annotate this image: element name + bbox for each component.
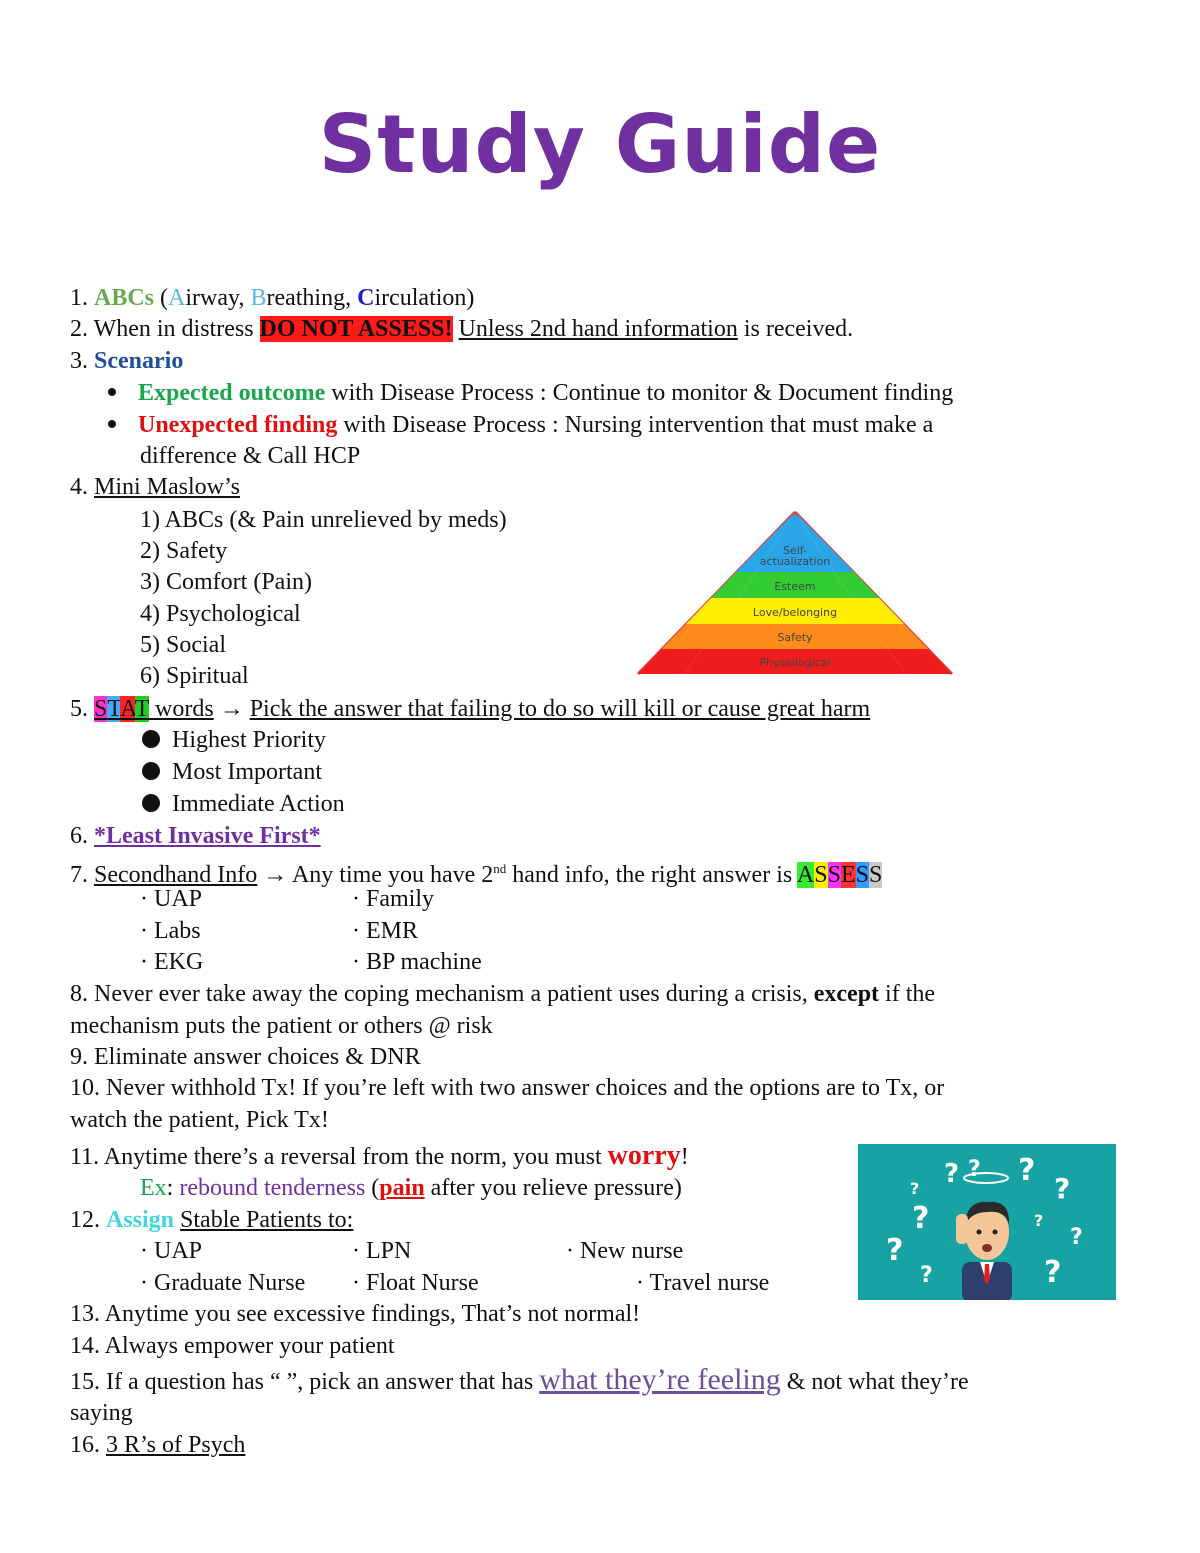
item-number: 3. bbox=[70, 348, 94, 374]
item-2 bbox=[70, 314, 853, 345]
item-1 bbox=[70, 283, 474, 314]
maslow-item: 4) Psychological bbox=[140, 601, 301, 627]
secondhand-source: · BP machine bbox=[352, 949, 482, 975]
item-15 bbox=[70, 1364, 969, 1398]
assign-target: · New nurse bbox=[566, 1238, 684, 1264]
item-number: 5. bbox=[70, 696, 94, 722]
stat-letter: S bbox=[94, 696, 108, 722]
example-label: Ex bbox=[140, 1175, 167, 1201]
text: → Any time you have 2 bbox=[257, 862, 494, 888]
unexpected-finding: Unexpected finding bbox=[138, 412, 338, 438]
text: irculation) bbox=[374, 285, 475, 311]
item-16 bbox=[70, 1430, 245, 1461]
stat-item bbox=[142, 725, 326, 756]
scenario-label: Scenario bbox=[94, 348, 184, 374]
maslow-item: 6) Spiritual bbox=[140, 663, 249, 689]
bullet-icon bbox=[108, 420, 116, 428]
item-15-cont: saying bbox=[70, 1400, 133, 1426]
svg-text:?: ? bbox=[912, 1201, 930, 1236]
svg-text:?: ? bbox=[886, 1233, 904, 1268]
secondhand-source: · Labs bbox=[140, 918, 201, 944]
pyramid-label: Self- bbox=[782, 544, 808, 557]
item-6 bbox=[70, 821, 321, 852]
secondhand-source: · EKG bbox=[140, 949, 204, 975]
item-3 bbox=[70, 346, 183, 377]
item-9: 9. Eliminate answer choices & DNR bbox=[70, 1044, 421, 1070]
svg-text:?: ? bbox=[968, 1157, 981, 1182]
question-marks-icon bbox=[858, 1144, 1116, 1300]
assess-letter: A bbox=[796, 862, 815, 888]
item-12 bbox=[70, 1205, 353, 1236]
text: is received. bbox=[737, 316, 854, 342]
except-bold: except bbox=[813, 981, 880, 1007]
assess-letter: S bbox=[855, 862, 869, 888]
item-8 bbox=[70, 979, 935, 1010]
underlined-text: Pick the answer that failing to do so will kill or cause great harm bbox=[249, 696, 871, 722]
assign-target: · LPN bbox=[352, 1238, 412, 1264]
maslow-item: 1) ABCs (& Pain unrelieved by meds) bbox=[140, 507, 507, 533]
mini-maslow-label: Mini Maslow’s bbox=[94, 474, 241, 500]
what-theyre-feeling: what they’re feeling bbox=[539, 1363, 781, 1396]
item-5 bbox=[70, 694, 870, 725]
text: Immediate Action bbox=[172, 791, 345, 817]
underlined-text: Stable Patients to: bbox=[180, 1207, 354, 1233]
scenario-bullet-2 bbox=[108, 410, 933, 441]
text: 2. When in distress bbox=[70, 316, 260, 342]
assess-letter: S bbox=[814, 862, 828, 888]
item-number: 4. bbox=[70, 474, 94, 500]
item-11-example bbox=[140, 1173, 682, 1204]
item-number: 12. bbox=[70, 1207, 106, 1233]
text: words bbox=[149, 696, 214, 722]
maslow-pyramid-image bbox=[636, 510, 954, 676]
svg-text:?: ? bbox=[920, 1263, 933, 1288]
assess-letter: E bbox=[840, 862, 856, 888]
text: 8. Never ever take away the coping mechanism a patient uses during a crisis, bbox=[70, 981, 814, 1007]
assign-target: · Travel nurse bbox=[636, 1270, 770, 1296]
stat-item bbox=[142, 757, 322, 788]
scenario-bullet-1 bbox=[108, 378, 953, 409]
confused-person-illustration bbox=[858, 1144, 1116, 1300]
text: ( bbox=[154, 285, 169, 311]
item-8-cont: mechanism puts the patient or others @ risk bbox=[70, 1013, 493, 1039]
item-number: 16. bbox=[70, 1432, 106, 1458]
svg-text:?: ? bbox=[1018, 1153, 1036, 1188]
text: if the bbox=[879, 981, 936, 1007]
svg-text:?: ? bbox=[1054, 1172, 1071, 1205]
stat-letter: T bbox=[134, 696, 150, 722]
assign-target: · Graduate Nurse bbox=[140, 1270, 306, 1296]
assess-letter: S bbox=[868, 862, 883, 888]
pain-word: pain bbox=[379, 1175, 425, 1201]
text: irway, bbox=[185, 285, 251, 311]
pyramid-label: Esteem bbox=[774, 580, 816, 593]
page-title: Study Guide bbox=[318, 98, 882, 191]
item-number: 7. bbox=[70, 862, 94, 888]
bullet-icon bbox=[142, 794, 160, 812]
text: with Disease Process : Nursing intervention that must make a bbox=[337, 412, 934, 438]
text: Most Important bbox=[172, 759, 322, 785]
stat-item bbox=[142, 789, 345, 820]
pyramid-label: Love/belonging bbox=[752, 606, 838, 619]
pyramid-label: Safety bbox=[777, 631, 813, 644]
item-10-cont: watch the patient, Pick Tx! bbox=[70, 1107, 329, 1133]
secondhand-source: · EMR bbox=[352, 918, 418, 944]
text: reathing, bbox=[266, 285, 358, 311]
item-14: 14. Always empower your patient bbox=[70, 1333, 395, 1359]
airway-letter: A bbox=[168, 285, 186, 311]
least-invasive-first: *Least Invasive First* bbox=[94, 823, 321, 849]
bullet-icon bbox=[108, 388, 116, 396]
arrow: → bbox=[213, 696, 250, 722]
item-13: 13. Anytime you see excessive findings, That’s not normal! bbox=[70, 1301, 641, 1327]
abcs-label: ABCs bbox=[94, 285, 155, 311]
secondhand-source: · Family bbox=[352, 886, 434, 912]
bullet-icon bbox=[142, 762, 160, 780]
bullet-icon bbox=[142, 730, 160, 748]
svg-text:?: ? bbox=[1070, 1225, 1083, 1250]
svg-text:?: ? bbox=[1034, 1211, 1044, 1230]
maslow-item: 5) Social bbox=[140, 632, 226, 658]
text: ! bbox=[680, 1144, 689, 1170]
secondhand-source: · UAP bbox=[140, 886, 203, 912]
svg-text:?: ? bbox=[1044, 1255, 1062, 1290]
stat-letter: T bbox=[107, 696, 121, 722]
item-number: 6. bbox=[70, 823, 94, 849]
rebound-tenderness: rebound tenderness bbox=[179, 1175, 366, 1201]
pyramid-label: Physiological bbox=[759, 656, 831, 669]
text: ( bbox=[365, 1175, 380, 1201]
svg-text:?: ? bbox=[944, 1159, 960, 1189]
secondhand-info-label: Secondhand Info bbox=[94, 862, 258, 888]
worry-word: worry bbox=[607, 1140, 681, 1171]
assign-word: Assign bbox=[106, 1207, 175, 1233]
stat-letter: A bbox=[120, 696, 135, 722]
assign-target: · Float Nurse bbox=[352, 1270, 479, 1296]
text: Highest Priority bbox=[172, 727, 326, 753]
expected-outcome: Expected outcome bbox=[138, 380, 326, 406]
text: hand info, the right answer is bbox=[506, 862, 797, 888]
maslow-item: 3) Comfort (Pain) bbox=[140, 569, 312, 595]
circulation-letter: C bbox=[357, 285, 375, 311]
text: : bbox=[166, 1175, 180, 1201]
pyramid-label: actualization bbox=[759, 555, 831, 568]
text: 15. If a question has “ ”, pick an answer that has bbox=[70, 1369, 540, 1395]
item-11 bbox=[70, 1140, 689, 1173]
assign-target: · UAP bbox=[140, 1238, 203, 1264]
scenario-bullet-2-cont: difference & Call HCP bbox=[140, 443, 361, 469]
item-number: 1. bbox=[70, 285, 94, 311]
item-10: 10. Never withhold Tx! If you’re left with two answer choices and the options are to Tx, or bbox=[70, 1075, 945, 1101]
superscript: nd bbox=[493, 861, 507, 876]
item-4 bbox=[70, 472, 240, 503]
breathing-letter: B bbox=[250, 285, 267, 311]
assess-letter: S bbox=[827, 862, 841, 888]
svg-text:?: ? bbox=[910, 1179, 920, 1198]
text: 11. Anytime there’s a reversal from the norm, you must bbox=[70, 1144, 608, 1170]
underlined-text: Unless 2nd hand information bbox=[458, 316, 738, 342]
three-rs-of-psych: 3 R’s of Psych bbox=[106, 1432, 246, 1458]
text: after you relieve pressure) bbox=[424, 1175, 682, 1201]
text: & not what they’re bbox=[780, 1369, 969, 1395]
do-not-assess-highlight: DO NOT ASSESS! bbox=[259, 316, 453, 342]
maslow-item: 2) Safety bbox=[140, 538, 228, 564]
text: with Disease Process : Continue to monitor & Document finding bbox=[325, 380, 954, 406]
